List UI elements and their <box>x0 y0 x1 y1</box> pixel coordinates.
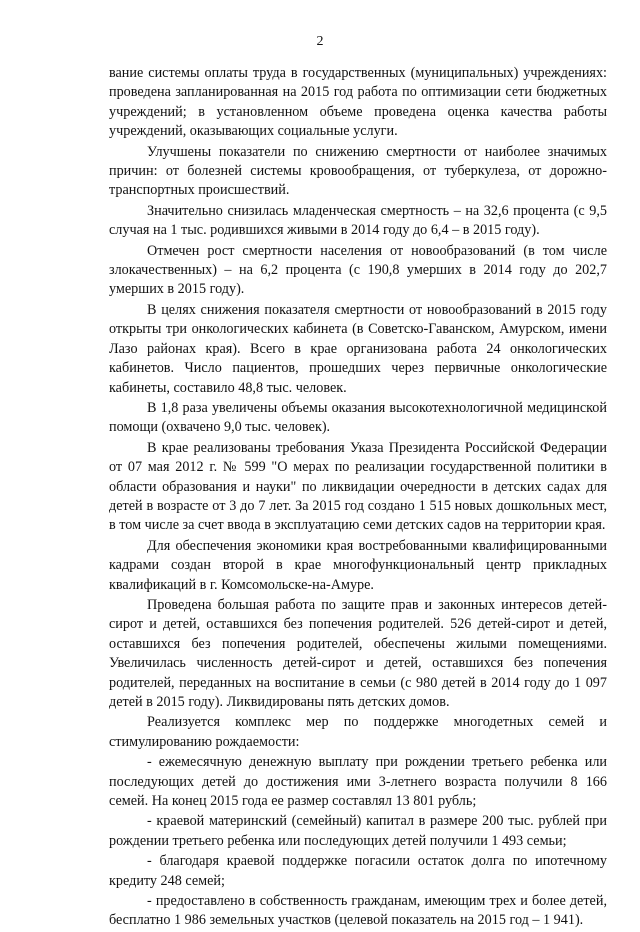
list-item-monthly-payment: - ежемесячную денежную выплату при рождении третьего ребенка или последующих детей до достижения ими 3-летнего возраста получили 8 166 семей. На конец 2015 года ее размер составлял 13 801 рубль; <box>109 754 607 810</box>
paragraph-orphans: Проведена большая работа по защите прав и законных интересов детей-сирот и детей, оставшихся без попечения родителей. 526 детей-сирот и детей, оставшихся без попечения родителей, обеспечены жилыми помещениями. Увеличилась численность детей-сирот и детей, оставшихся без попечения родителей, переданных на воспитание в семьи (с 980 детей в 2014 году до 1 097 детей в 2015 году). Ликвидированы пять детских домов. <box>109 596 607 710</box>
paragraph-qualification-center: Для обеспечения экономики края востребованными квалифицированными кадрами создан второй в крае многофункциональный центр прикладных квалификаций в г. Комсомольске-на-Амуре. <box>109 537 607 593</box>
paragraph-mortality-causes: Улучшены показатели по снижению смертности от наиболее значимых причин: от болезней системы кровообращения, от туберкулеза, от дорожно-транспортных происшествий. <box>109 143 607 199</box>
paragraph-kindergartens: В крае реализованы требования Указа Президента Российской Федерации от 07 мая 2012 г. № 599 "О мерах по реализации государственной политики в области образования и науки" по ликвидации очередности в детских садах для детей в возрасте от 3 до 7 лет. За 2015 год создано 1 515 новых дошкольных мест, в том числе за счет ввода в эксплуатацию семи детских садов на территории края. <box>109 439 607 534</box>
list-item-maternity-capital: - краевой материнский (семейный) капитал в размере 200 тыс. рублей при рождении третьего ребенка или последующих детей получили 1 493 семьи; <box>109 813 607 849</box>
page-number: 2 <box>316 34 324 49</box>
paragraph-large-families-intro: Реализуется комплекс мер по поддержке многодетных семей и стимулированию рождаемости: <box>109 714 607 750</box>
paragraph-continuation-labor: вание системы оплаты труда в государственных (муниципальных) учреждениях: проведена запланированная на 2015 год работа по оптимизации сети бюджетных учреждений; в установленном объеме проведена оценка качества работы учреждений, оказывающих социальные услуги. <box>109 65 607 140</box>
paragraph-high-tech-care: В 1,8 раза увеличены объемы оказания высокотехнологичной медицинской помощи (охвачено 9,0 тыс. человек). <box>109 399 607 436</box>
list-item-land-plots: - предоставлено в собственность гражданам, имеющим трех и более детей, бесплатно 1 986 земельных участков (целевой показатель на 2015 год – 1 941). <box>109 893 607 929</box>
paragraph-infant-mortality: Значительно снизилась младенческая смертность – на 32,6 процента (с 9,5 случая на 1 тыс. родившихся живыми в 2014 году до 6,4 – в 2015 году). <box>109 202 607 239</box>
paragraph-oncology-offices: В целях снижения показателя смертности от новообразований в 2015 году открыты три онкологических кабинета (в Советско-Гаванском, Амурском, имени Лазо районах края). Всего в крае организована работа 24 онкологических кабинетов. Число пациентов, прошедших через первичные онкологические кабинеты, составило 48,8 тыс. человек. <box>109 301 607 396</box>
paragraph-neoplasm-mortality: Отмечен рост смертности населения от новообразований (в том числе злокачественных) – на 6,2 процента (с 190,8 умерших в 2014 году до 202,7 умерших в 2015 году). <box>109 242 607 298</box>
document-body <box>109 64 607 932</box>
list-item-mortgage-support: - благодаря краевой поддержке погасили остаток долга по ипотечному кредиту 248 семей; <box>109 853 607 889</box>
